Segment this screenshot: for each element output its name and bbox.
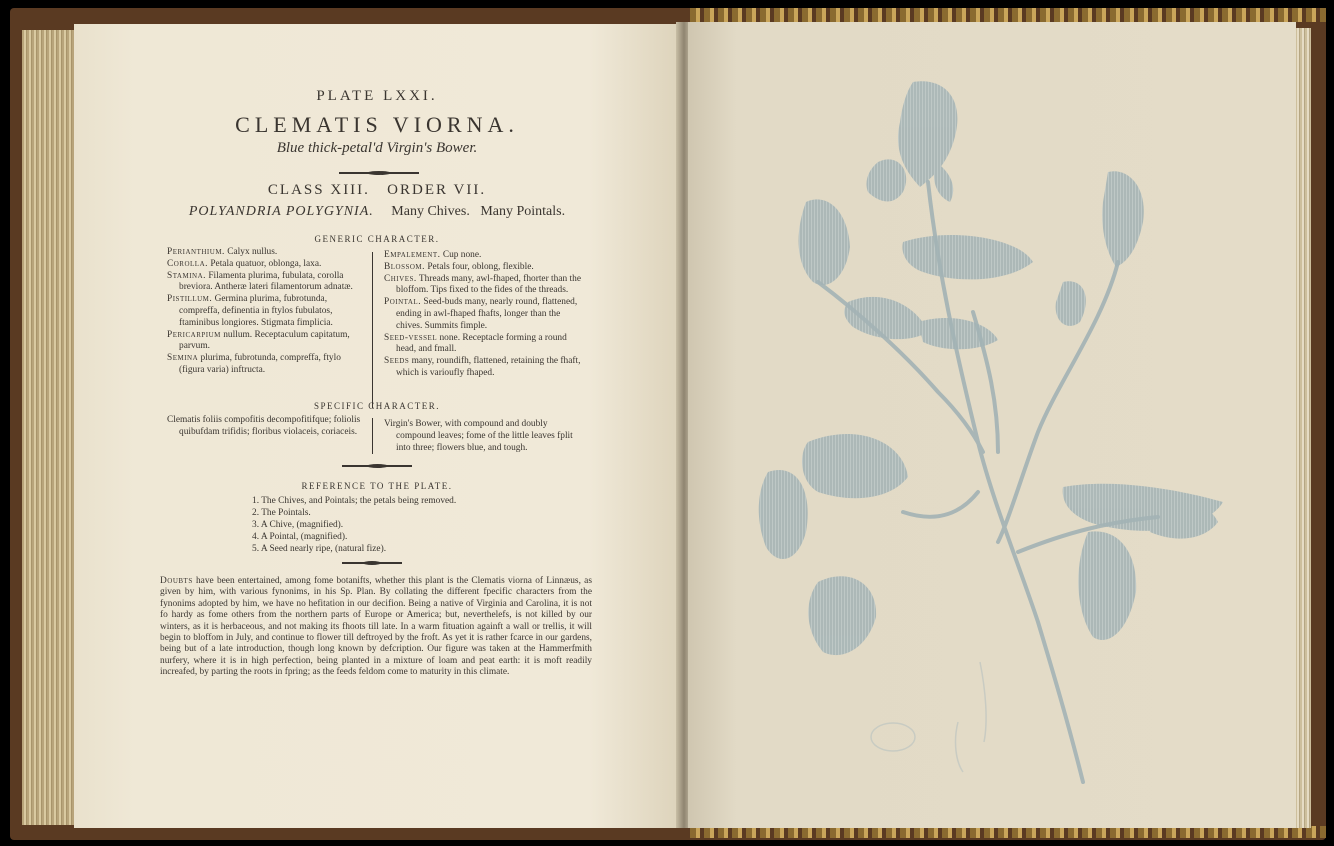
class-order-line: CLASS XIII. ORDER VII. bbox=[267, 182, 487, 198]
reference-item: 2. The Pointals. bbox=[252, 508, 311, 518]
generic-latin-entry: Perianthium. Calyx nullus. bbox=[167, 247, 278, 257]
reference-list bbox=[252, 495, 456, 555]
gilt-edge-top bbox=[690, 8, 1326, 22]
column-divider bbox=[372, 418, 373, 454]
left-page bbox=[74, 24, 680, 828]
generic-latin-entry: Pericarpium nullum. Receptaculum capitatum, parvum. bbox=[167, 329, 350, 352]
generic-english-entry: Seeds many, roundifh, flattened, retaining the fhaft, which is varioufly fhaped. bbox=[384, 356, 581, 378]
latin-class: POLYANDRIA POLYGYNIA. bbox=[188, 204, 374, 219]
page-edges-left bbox=[22, 30, 74, 825]
reference-item: 4. A Pointal, (magnified). bbox=[252, 532, 348, 542]
reference-item: 1. The Chives, and Pointals; the petals being removed. bbox=[252, 496, 457, 506]
paragraph-lead: Doubts bbox=[160, 576, 193, 586]
genus-title: CLEMATIS VIORNA. bbox=[235, 112, 519, 137]
clematis-offset-image bbox=[688, 22, 1296, 828]
reference-heading: REFERENCE TO THE PLATE. bbox=[301, 481, 453, 491]
generic-english-entry: Empalement. Cup none. bbox=[384, 250, 482, 260]
class-latin-line bbox=[74, 204, 680, 220]
plate-title: PLATE LXXI. bbox=[316, 88, 438, 104]
generic-heading: GENERIC CHARACTER. bbox=[314, 234, 440, 244]
generic-latin-column bbox=[167, 247, 367, 377]
generic-latin-entry: Pistillum. Germina plurima, fubrotunda, compreffa, definentia in ftylos fubulatos, ftaminibus longiores. Stigmata fimplicia. bbox=[167, 294, 333, 328]
ornament-rule bbox=[342, 562, 402, 564]
column-divider bbox=[372, 252, 373, 408]
description-paragraph bbox=[160, 576, 592, 679]
reference-item: 5. A Seed nearly ripe, (natural fize). bbox=[252, 544, 387, 554]
generic-english-entry: Blossom. Petals four, oblong, flexible. bbox=[384, 261, 534, 272]
reference-item: 3. A Chive, (magnified). bbox=[252, 520, 344, 530]
english-class: Many Chives. Many Pointals. bbox=[391, 204, 566, 219]
common-name: Blue thick-petal'd Virgin's Bower. bbox=[276, 140, 478, 156]
generic-latin-entry: Corolla. Petala quatuor, oblonga, laxa. bbox=[167, 258, 322, 269]
right-page-plant-offset bbox=[688, 22, 1296, 828]
generic-latin-entry: Semina plurima, fubrotunda, compreffa, ftylo (figura varia) inftructa. bbox=[167, 353, 341, 375]
generic-english-entry: Seed-vessel none. Receptacle forming a round head, and fmall. bbox=[384, 332, 567, 355]
generic-english-entry: Pointal. Seed-buds many, nearly round, flattened, ending in awl-fhaped fhafts, longer than the chives. Summits fimple. bbox=[384, 297, 578, 331]
ornament-rule bbox=[339, 172, 419, 174]
ornament-rule bbox=[342, 465, 412, 467]
generic-english-entry: Chives. Threads many, awl-fhaped, fhorter than the bloffom. Tips fixed to the fides of the threads. bbox=[384, 273, 581, 296]
generic-english-column bbox=[384, 250, 584, 380]
specific-latin: Clematis foliis compofitis decompofitifque; foliolis quibufdam trifidis; floribus violaceis, coriaceis. bbox=[167, 415, 361, 437]
generic-latin-entry: Stamina. Filamenta plurima, fubulata, corolla breviora. Antheræ lateri filamentorum adnatæ. bbox=[167, 270, 353, 293]
specific-english: Virgin's Bower, with compound and doubly compound leaves; fome of the little leaves fplit into three; flowers blue, and tough. bbox=[384, 419, 573, 453]
specific-heading: SPECIFIC CHARACTER. bbox=[313, 401, 441, 411]
page-edges-right bbox=[1295, 28, 1311, 828]
paragraph-text: have been entertained, among fome botanifts, whether this plant is the Clematis viorna of Linnæus, as given by him, with various fynonims, in his Sp. Plan. By collating the different fpecific characters from the fynonims adopted by him, we have no hefitation in our decifion. Being a native of Virginia and Carolina, it is not fo hardy as fome others from the northern parts of Europe or America; but, neverthelefs, is not killed by our winters, as it is herbaceous, and not making its fhoots till late. In a warm fituation againft a wall or trellis, it will begin to bloffom in July, and continue to flower till deftroyed by the froft. As yet it is rather fcarce in our gardens, being but of a late introduction, though long known by defcription. Our figure was taken at the Hammerfmith nurfery, where it is in high perfection, being planted in a mixture of loam and peat earth: it is moft readily increafed, by parting the roots in fpring; as the feeds feldom come to maturity in this climate. bbox=[160, 576, 592, 678]
